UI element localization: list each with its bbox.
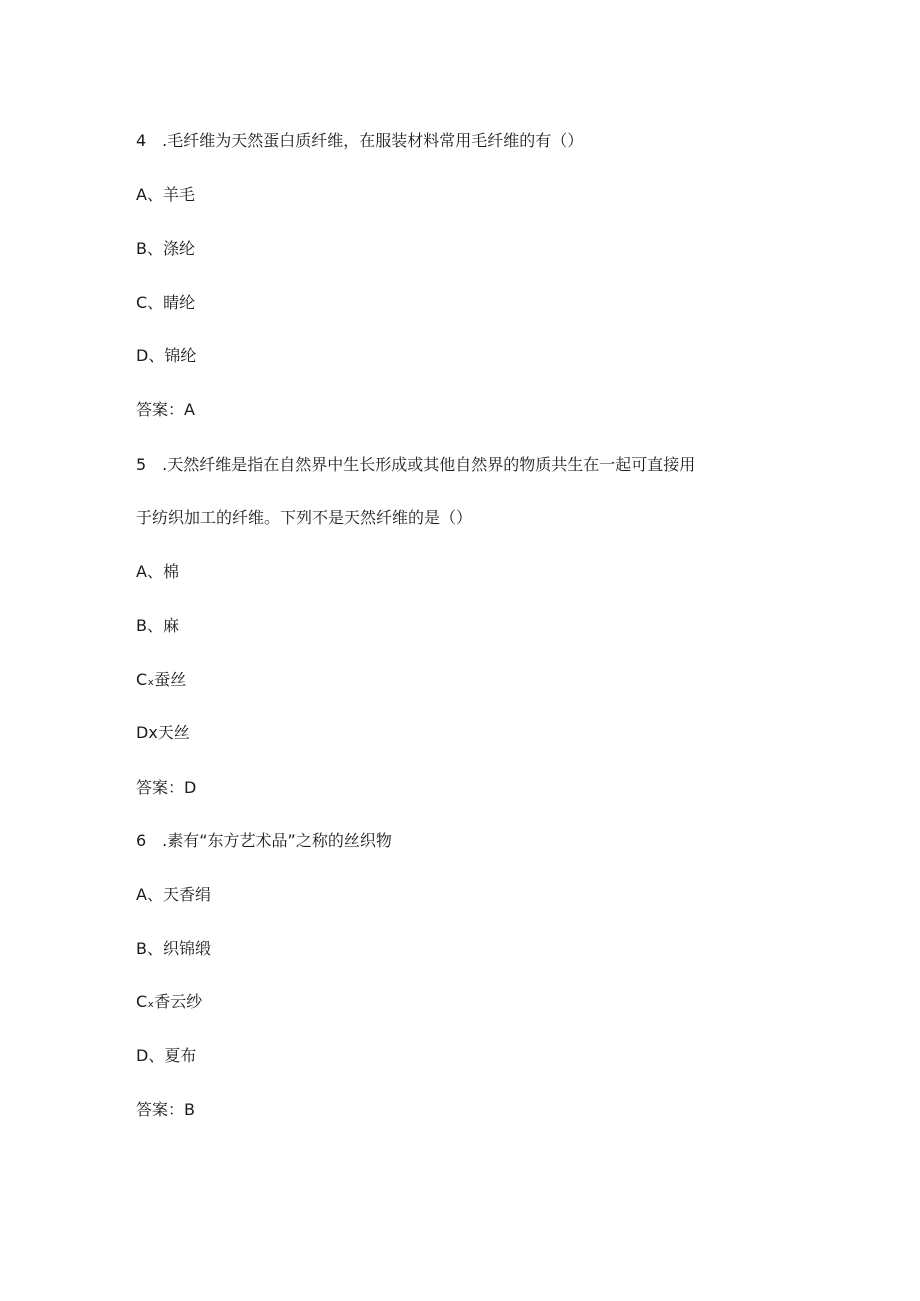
question-6-answer: 答案：B [136, 1100, 195, 1119]
question-5-stem-line-2: 于纺织加工的纤维。下列不是天然纤维的是（） [136, 508, 473, 527]
question-6-option-b: B、织锦缎 [136, 939, 211, 958]
question-4-option-a: A、羊毛 [136, 185, 195, 204]
question-6-option-a: A、天香绢 [136, 885, 211, 904]
question-5-stem-line-1: 5 .天然纤维是指在自然界中生长形成或其他自然界的物质共生在一起可直接用 [136, 455, 696, 474]
question-4-option-d: D、锦纶 [136, 346, 197, 365]
question-5-option-c: Cₓ蚕丝 [136, 670, 187, 689]
question-6-stem: 6 .素有“东方艺术品”之称的丝织物 [136, 831, 392, 850]
question-6-option-d: D、夏布 [136, 1046, 197, 1065]
question-4-option-b: B、涤纶 [136, 239, 195, 258]
question-5-option-b: B、麻 [136, 616, 179, 635]
question-4-answer: 答案：A [136, 400, 195, 419]
question-5-answer: 答案：D [136, 778, 197, 797]
question-6-option-c: Cₓ香云纱 [136, 992, 203, 1011]
question-4-option-c: C、睛纶 [136, 293, 196, 312]
question-4-stem: 4 .毛纤维为天然蛋白质纤维，在服装材料常用毛纤维的有（） [136, 131, 584, 150]
question-5-option-a: A、棉 [136, 562, 179, 581]
question-5-option-d: Dx天丝 [136, 723, 190, 742]
